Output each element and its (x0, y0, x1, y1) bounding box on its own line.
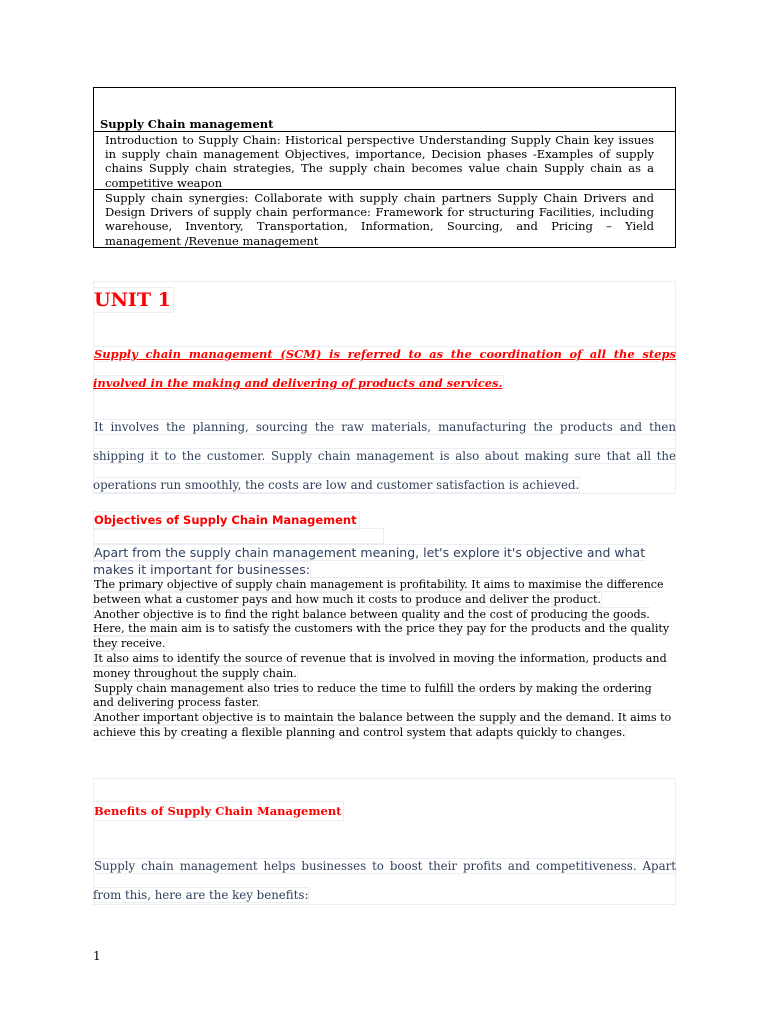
scm-intro-text: It involves the planning, sourcing the raw materials, manufacturing the products and then shipping it to the customer. Supply chain management is also about making sure that all the operations run smoothly, the costs are low and customer satisfaction is achieved. (93, 420, 676, 492)
objectives-lead-text: Apart from the supply chain management meaning, let's explore it's objective and what makes it important for businesses: (93, 545, 646, 577)
scm-intro-paragraph (93, 413, 676, 500)
syllabus-table-header (94, 88, 675, 132)
objective-item-text: Another important objective is to maintain the balance between the supply and the demand. It aims to achieve this by creating a flexible planning and control system that adapts quickly to changes. (93, 711, 672, 739)
scm-definition-text: Supply chain management (SCM) is referred to as the coordination of all the steps involved in the making and delivering of products and services. (93, 347, 676, 390)
objective-item (93, 652, 673, 682)
objectives-lead (93, 545, 663, 578)
unit-title: UNIT 1 (93, 287, 174, 313)
empty-text-frame (93, 528, 384, 544)
objectives-list (93, 578, 673, 741)
benefits-paragraph (93, 852, 676, 910)
objective-item (93, 682, 673, 712)
objectives-heading: Objectives of Supply Chain Management (93, 511, 360, 530)
page-number: 1 (93, 949, 101, 963)
objective-item-text: Another objective is to find the right balance between quality and the cost of producing the goods. Here, the main aim is to satisfy the customers with the price they pay for the products and the quality they receive. (93, 607, 670, 651)
objective-item (93, 608, 673, 652)
objective-item-text: It also aims to identify the source of revenue that is involved in moving the information, products and money throughout the supply chain. (93, 651, 667, 680)
objective-item-text: Supply chain management also tries to reduce the time to fulfill the orders by making the ordering and delivering process faster. (93, 681, 652, 710)
syllabus-table (93, 87, 676, 248)
syllabus-row-introduction: Introduction to Supply Chain: Historical perspective Understanding Supply Chain key issues in supply chain management Objectives, importance, Decision phases -Examples of supply chains Supply chain strategies, The supply chain becomes value chain Supply chain as a competitive weapon (94, 132, 675, 190)
objective-item (93, 711, 673, 741)
syllabus-title: Supply Chain management (100, 116, 274, 131)
benefits-text: Supply chain management helps businesses to boost their profits and competitiveness. Apart from this, here are the key benefits: (93, 859, 676, 902)
benefits-heading: Benefits of Supply Chain Management (93, 801, 344, 821)
objective-item (93, 578, 673, 608)
syllabus-row-synergies: Supply chain synergies: Collaborate with supply chain partners Supply Chain Drivers and Design Drivers of supply chain performance: Framework for structuring Facilities, including warehouse, Inventory, Transportation, Information, Sourcing, and Pricing – Yield management /Revenue management (105, 191, 654, 247)
scm-definition (93, 340, 676, 398)
objective-item-text: The primary objective of supply chain management is profitability. It aims to maximise the difference between what a customer pays and how much it costs to produce and deliver the product. (93, 578, 664, 606)
